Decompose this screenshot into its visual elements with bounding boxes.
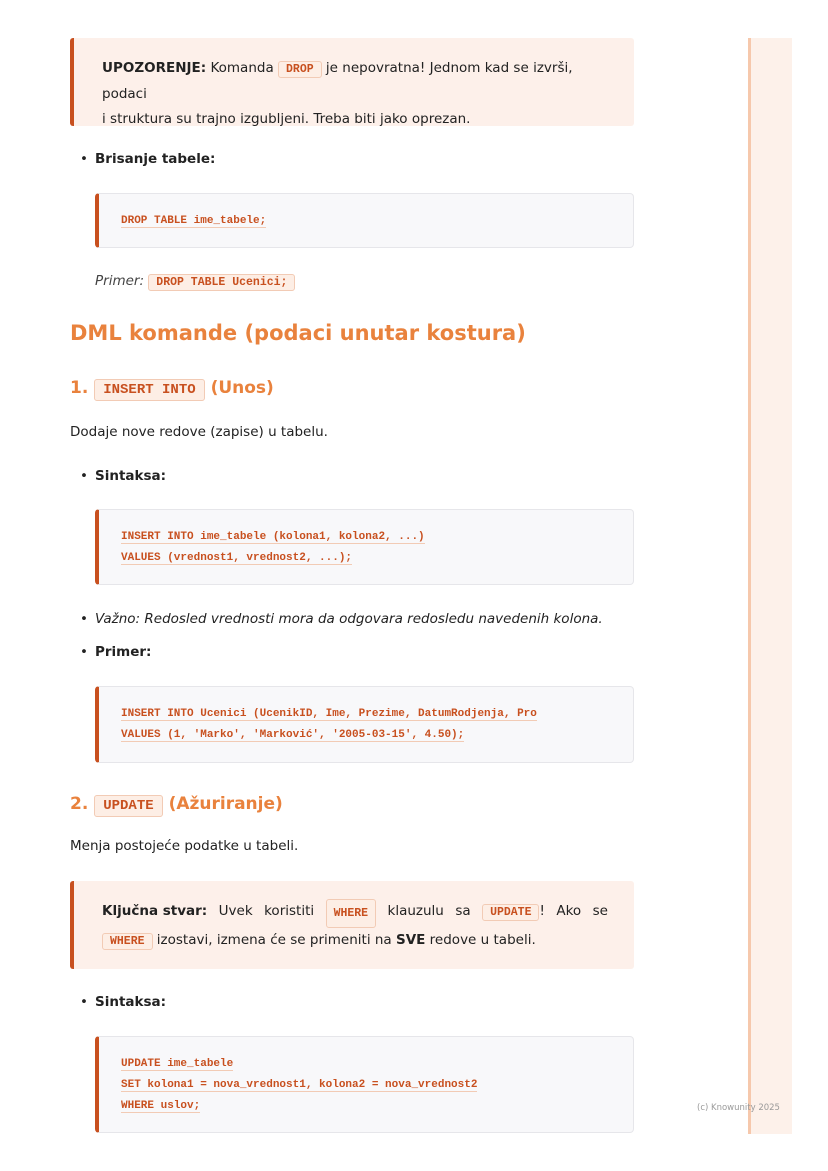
bullet-insert-primer: • Primer:: [80, 644, 152, 660]
update-syntax-code-block: [95, 1036, 634, 1133]
where-inline-code: WHERE: [326, 899, 377, 928]
drop-primer: Primer: DROP TABLE Ucenici;: [95, 273, 295, 289]
bullet-insert-note: • Važno: Redosled vrednosti mora da odgovara redosledu navedenih kolona.: [80, 611, 603, 627]
drop-inline-code: DROP: [278, 61, 322, 78]
right-side-panel: [748, 38, 792, 1134]
bullet-insert-sintaksa: • Sintaksa:: [80, 468, 167, 484]
drop-primer-code: DROP TABLE Ucenici;: [148, 274, 295, 291]
insert-heading: 1. INSERT INTO (Unos): [70, 378, 274, 398]
key-callout: [70, 881, 634, 969]
update-heading: 2. UPDATE (Ažuriranje): [70, 794, 283, 814]
where-inline-code-2: WHERE: [102, 933, 153, 950]
code-line: SET kolona1 = nova_vrednost1, kolona2 = nova_vrednost2: [121, 1079, 478, 1091]
code-line: UPDATE ime_tabele: [121, 1058, 234, 1070]
bullet-brisanje-tabele: • Brisanje tabele:: [80, 151, 216, 167]
drop-table-code-block: [95, 193, 634, 248]
update-description: Menja postojeće podatke u tabeli.: [70, 838, 299, 854]
key-callout-line-1: Ključna stvar: Uvek koristiti WHERE klauzulu sa UPDATE ! Ako se: [102, 899, 608, 928]
update-inline-code: UPDATE: [482, 904, 539, 921]
insert-description: Dodaje nove redove (zapise) u tabelu.: [70, 424, 328, 440]
dml-heading: DML komande (podaci unutar kostura): [70, 321, 526, 345]
insert-heading-code: INSERT INTO: [94, 379, 204, 401]
code-line: VALUES (vrednost1, vrednost2, ...);: [121, 552, 353, 564]
warning-label: UPOZORENJE:: [102, 60, 207, 76]
insert-example-code-block: [95, 686, 634, 763]
warning-callout: [70, 38, 634, 126]
insert-syntax-code-block: [95, 509, 634, 585]
warning-line-1: UPOZORENJE: Komanda DROP je nepovratna! Jednom kad se izvrši, podaci: [102, 60, 573, 102]
copyright-footer: (c) Knowunity 2025: [697, 1103, 780, 1113]
code-line: INSERT INTO Ucenici (UcenikID, Ime, Prezime, DatumRodjenja, Pro: [121, 708, 537, 720]
code-line: INSERT INTO ime_tabele (kolona1, kolona2, ...): [121, 531, 425, 543]
code-line: DROP TABLE ime_tabele;: [121, 215, 267, 227]
code-line: WHERE uslov;: [121, 1100, 201, 1112]
warning-line-2: i struktura su trajno izgubljeni. Treba biti jako oprezan.: [102, 111, 471, 127]
code-line: VALUES (1, 'Marko', 'Marković', '2005-03-15', 4.50);: [121, 729, 465, 741]
bullet-update-sintaksa: • Sintaksa:: [80, 994, 167, 1010]
update-heading-code: UPDATE: [94, 795, 162, 817]
key-callout-line-2: WHERE izostavi, izmena će se primeniti na SVE redove u tabeli.: [102, 928, 608, 954]
